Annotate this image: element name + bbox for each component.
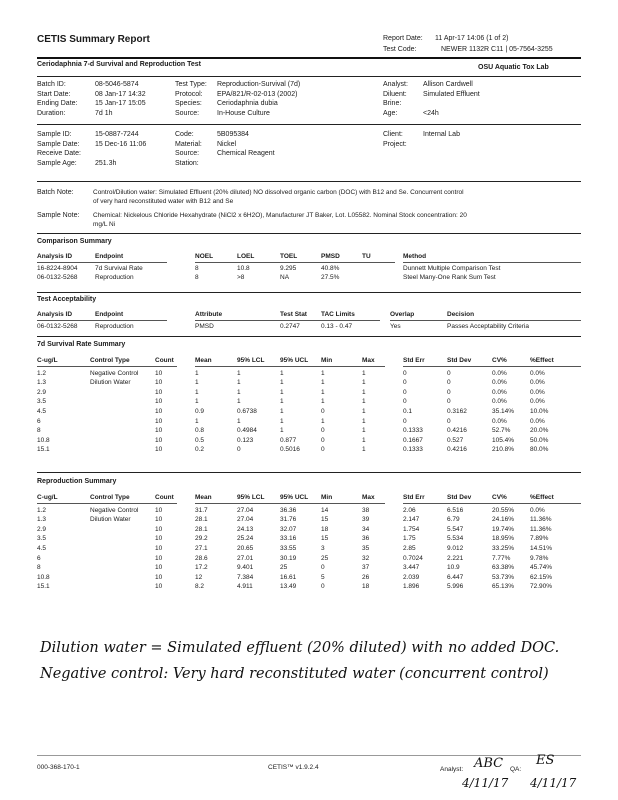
table-cell: 0.0% bbox=[530, 379, 545, 387]
survival-table bbox=[37, 357, 581, 456]
table-cell: 1.896 bbox=[403, 583, 420, 591]
table-row bbox=[37, 418, 581, 428]
table-row bbox=[37, 564, 581, 574]
table-cell: 1 bbox=[362, 369, 366, 377]
table-cell: 0 bbox=[447, 379, 451, 387]
sample-note-label: Sample Note: bbox=[37, 212, 80, 219]
table-cell: 38 bbox=[362, 506, 370, 514]
table-cell: 1.2 bbox=[37, 506, 47, 514]
table-cell: 0 bbox=[447, 417, 451, 425]
comparison-title: Comparison Summary bbox=[37, 238, 112, 245]
table-row: 06-0132-5268 Reproduction PMSD 0.2747 0.13 - 0.47 Yes Passes Acceptability Criteria bbox=[37, 322, 530, 330]
table-cell: 35.14% bbox=[492, 407, 515, 415]
table-cell: 2.147 bbox=[403, 516, 420, 524]
table-cell: 6.79 bbox=[447, 516, 460, 524]
table-cell: 29.2 bbox=[195, 535, 208, 543]
table-cell: 6 bbox=[37, 417, 41, 425]
acceptability-rule bbox=[37, 336, 581, 337]
survival-rule bbox=[37, 472, 581, 473]
table-cell: 1 bbox=[237, 369, 241, 377]
table-cell: 0.0% bbox=[530, 398, 545, 406]
table-cell: 0.8 bbox=[195, 427, 205, 435]
table-cell: 8.2 bbox=[195, 583, 205, 591]
table-cell: 28.1 bbox=[195, 525, 208, 533]
table-cell: 0.9 bbox=[195, 407, 205, 415]
table-cell: 26 bbox=[362, 573, 370, 581]
table-cell: 25 bbox=[321, 554, 329, 562]
table-cell: 52.7% bbox=[492, 427, 511, 435]
table-cell: 10 bbox=[155, 573, 163, 581]
table-cell: 2.9 bbox=[37, 388, 47, 396]
table-cell: 1 bbox=[280, 379, 284, 387]
table-cell: 1.3 bbox=[37, 516, 47, 524]
table-cell: 3 bbox=[321, 544, 325, 552]
table-row bbox=[37, 583, 581, 593]
sample-row: Sample Date: 15 Dec-16 11:06 Material: Nickel Project: bbox=[37, 140, 407, 148]
report-title: CETIS Summary Report bbox=[37, 34, 150, 45]
table-cell: 11.36% bbox=[530, 516, 552, 524]
table-cell: 1 bbox=[321, 379, 325, 387]
table-cell: 1 bbox=[237, 388, 241, 396]
table-cell: 33.16 bbox=[280, 535, 297, 543]
table-cell: 6.516 bbox=[447, 506, 464, 514]
table-cell: 10 bbox=[155, 427, 163, 435]
batch-note-line1: Control/Dilution water: Simulated Effluent (20% diluted) NO dissolved organic carbon (DOC) with B12 and Se. Concurrent control bbox=[93, 189, 464, 196]
table-cell: 2.9 bbox=[37, 525, 47, 533]
table-cell: 25 bbox=[280, 564, 288, 572]
table-cell: 1 bbox=[362, 398, 366, 406]
table-cell: 0.7024 bbox=[403, 554, 423, 562]
table-cell: 0.3162 bbox=[447, 407, 467, 415]
table-cell: 14 bbox=[321, 506, 329, 514]
table-cell: 3.447 bbox=[403, 564, 420, 572]
test-code-label: Test Code: bbox=[383, 46, 417, 53]
table-cell: 4.911 bbox=[237, 583, 253, 591]
analyst-initials: ABC bbox=[474, 756, 504, 771]
table-row bbox=[37, 370, 581, 380]
table-cell: 1 bbox=[280, 388, 284, 396]
table-cell: 1.3 bbox=[37, 379, 47, 387]
table-cell: Dilution Water bbox=[90, 379, 131, 387]
acceptability-table bbox=[37, 311, 581, 332]
table-cell: 16.61 bbox=[280, 573, 297, 581]
table-cell: 0 bbox=[403, 379, 407, 387]
footer-software: CETIS™ v1.9.2.4 bbox=[268, 764, 319, 771]
batch-rule bbox=[37, 124, 581, 125]
table-row bbox=[37, 526, 581, 536]
sample-row: Sample ID: 15-0887-7244 Code: 5B095384 Client: Internal Lab bbox=[37, 131, 460, 138]
table-cell: Negative Control bbox=[90, 369, 139, 377]
table-cell: 10.8 bbox=[37, 436, 50, 444]
table-cell: 1 bbox=[237, 379, 241, 387]
table-cell: 10 bbox=[155, 369, 163, 377]
table-cell: 1 bbox=[362, 417, 366, 425]
table-cell: 3.5 bbox=[37, 535, 47, 543]
table-cell: 1 bbox=[280, 427, 284, 435]
table-cell: 18 bbox=[362, 583, 370, 591]
table-cell: 10 bbox=[155, 525, 163, 533]
sample-block bbox=[37, 131, 581, 169]
table-cell: 1.2 bbox=[37, 369, 47, 377]
table-cell: 0.0% bbox=[530, 506, 545, 514]
table-cell: 10 bbox=[155, 506, 163, 514]
table-cell: 0.0% bbox=[492, 417, 507, 425]
table-cell: 0.0% bbox=[492, 369, 507, 377]
table-cell: 0.1333 bbox=[403, 427, 423, 435]
table-cell: 1 bbox=[321, 398, 325, 406]
table-cell: 10 bbox=[155, 446, 163, 454]
table-cell: 17.2 bbox=[195, 564, 208, 572]
table-cell: 1 bbox=[280, 407, 284, 415]
table-row bbox=[37, 408, 581, 418]
table-cell: 3.5 bbox=[37, 398, 47, 406]
table-cell: 1 bbox=[237, 398, 241, 406]
table-row bbox=[37, 574, 581, 584]
table-cell: 2.039 bbox=[403, 573, 420, 581]
table-cell: 1 bbox=[321, 417, 325, 425]
table-cell: 7.384 bbox=[237, 573, 254, 581]
table-cell: 1 bbox=[362, 407, 366, 415]
table-cell: 27.1 bbox=[195, 544, 208, 552]
table-cell: 19.74% bbox=[492, 525, 515, 533]
table-row bbox=[37, 437, 581, 447]
table-cell: 10 bbox=[155, 544, 163, 552]
sample-row: Sample Age: 251.3h Station: bbox=[37, 159, 199, 167]
table-cell: 15.1 bbox=[37, 583, 50, 591]
table-cell: 1 bbox=[280, 417, 284, 425]
table-cell: 105.4% bbox=[492, 436, 515, 444]
table-cell: 10 bbox=[155, 535, 163, 543]
footer-doc-id: 000-368-170-1 bbox=[37, 764, 80, 771]
table-cell: 1 bbox=[362, 379, 366, 387]
table-cell: 34 bbox=[362, 525, 370, 533]
test-code-value: NEWER 1132R C11 | 05-7564-3255 bbox=[441, 46, 553, 53]
table-cell: 1 bbox=[362, 427, 366, 435]
table-cell: 5.547 bbox=[447, 525, 464, 533]
table-cell: 1 bbox=[280, 369, 284, 377]
table-cell: 10 bbox=[155, 516, 163, 524]
table-cell: 2.221 bbox=[447, 554, 464, 562]
table-cell: 15 bbox=[321, 516, 329, 524]
table-cell: 15 bbox=[321, 535, 329, 543]
table-cell: 0 bbox=[403, 417, 407, 425]
table-cell: 0 bbox=[321, 446, 325, 454]
table-cell: 62.15% bbox=[530, 573, 553, 581]
table-cell: 53.73% bbox=[492, 573, 515, 581]
batch-row: Batch ID: 08-5046-5874 Test Type: Reproduction-Survival (7d) Analyst: Allison Cardwell bbox=[37, 81, 473, 88]
table-cell: 18 bbox=[321, 525, 329, 533]
sample-note-line2: mg/L Ni bbox=[93, 221, 116, 228]
table-cell: 36.36 bbox=[280, 506, 297, 514]
qa-initials: ES bbox=[536, 753, 555, 768]
table-cell: 27.01 bbox=[237, 554, 254, 562]
table-cell: 10 bbox=[155, 417, 163, 425]
table-cell: 0 bbox=[447, 369, 451, 377]
table-cell: 63.38% bbox=[492, 564, 515, 572]
table-cell: 1 bbox=[362, 436, 366, 444]
table-cell: 39 bbox=[362, 516, 370, 524]
table-cell: 210.8% bbox=[492, 446, 515, 454]
table-row: 06-0132-5268 Reproduction 8 >8 NA 27.5% Steel Many-One Rank Sum Test bbox=[37, 274, 496, 282]
table-row bbox=[37, 427, 581, 437]
table-cell: 0 bbox=[403, 388, 407, 396]
table-cell: 14.51% bbox=[530, 544, 553, 552]
subtitle-rule bbox=[37, 76, 581, 77]
table-cell: 4.5 bbox=[37, 407, 47, 415]
table-cell: 0.0% bbox=[530, 417, 545, 425]
comparison-table bbox=[37, 253, 581, 284]
reproduction-table bbox=[37, 494, 581, 593]
reproduction-body bbox=[37, 507, 581, 593]
table-cell: 10 bbox=[155, 379, 163, 387]
handwritten-note-dilution: Dilution water = Simulated effluent (20% diluted) with no added DOC. bbox=[40, 640, 560, 656]
test-subtitle: Ceriodaphnia 7-d Survival and Reproduction Test bbox=[37, 61, 202, 68]
table-cell: 13.49 bbox=[280, 583, 297, 591]
table-cell: 10.0% bbox=[530, 407, 549, 415]
table-row bbox=[37, 507, 581, 517]
table-cell: 80.0% bbox=[530, 446, 549, 454]
table-cell: 1 bbox=[237, 417, 241, 425]
table-cell: 31.7 bbox=[195, 506, 208, 514]
table-cell: 0 bbox=[321, 407, 325, 415]
sample-rule bbox=[37, 181, 581, 182]
table-cell: 30.19 bbox=[280, 554, 297, 562]
reproduction-title: Reproduction Summary bbox=[37, 478, 117, 485]
table-header-row: Analysis ID Endpoint Attribute Test Stat TAC Limits Overlap Decision bbox=[37, 311, 475, 318]
table-cell: 0 bbox=[447, 398, 451, 406]
table-cell: 1 bbox=[195, 417, 199, 425]
table-cell: 1.75 bbox=[403, 535, 416, 543]
table-cell: 0.4216 bbox=[447, 446, 467, 454]
table-row bbox=[37, 545, 581, 555]
table-cell: 2.06 bbox=[403, 506, 416, 514]
report-date-value: 11 Apr-17 14:06 (1 of 2) bbox=[435, 35, 509, 42]
table-cell: 25.24 bbox=[237, 535, 254, 543]
table-cell: 0.0% bbox=[530, 369, 545, 377]
table-cell: 0.5016 bbox=[280, 446, 300, 454]
table-cell: 0 bbox=[321, 436, 325, 444]
table-cell: 27.04 bbox=[237, 516, 254, 524]
table-cell: 18.95% bbox=[492, 535, 515, 543]
table-cell: 0.527 bbox=[447, 436, 464, 444]
table-cell: 5.996 bbox=[447, 583, 464, 591]
table-cell: 28.6 bbox=[195, 554, 208, 562]
table-cell: 0.0% bbox=[492, 388, 507, 396]
qa-date: 4/11/17 bbox=[530, 776, 577, 790]
handwritten-note-control: Negative control: Very hard reconstituted water (concurrent control) bbox=[40, 666, 549, 682]
survival-title: 7d Survival Rate Summary bbox=[37, 341, 126, 348]
survival-body bbox=[37, 370, 581, 456]
table-cell: 37 bbox=[362, 564, 370, 572]
table-cell: 20.55% bbox=[492, 506, 515, 514]
table-cell: 10 bbox=[155, 388, 163, 396]
table-cell: 7.77% bbox=[492, 554, 511, 562]
table-cell: 10 bbox=[155, 564, 163, 572]
table-cell: 9.012 bbox=[447, 544, 464, 552]
qa-label: QA: bbox=[510, 766, 522, 773]
table-cell: 36 bbox=[362, 535, 370, 543]
table-cell: 10 bbox=[155, 583, 163, 591]
table-cell: 0 bbox=[447, 388, 451, 396]
table-cell: 1 bbox=[195, 388, 199, 396]
table-row bbox=[37, 398, 581, 408]
table-cell: Dilution Water bbox=[90, 516, 131, 524]
table-header-row: C-ug/L Control Type Count Mean 95% LCL 95% UCL Min Max Std Err Std Dev CV% %Effect bbox=[37, 357, 554, 364]
table-cell: 0.5 bbox=[195, 436, 205, 444]
table-cell: 0.4216 bbox=[447, 427, 467, 435]
header-rule bbox=[37, 57, 581, 59]
table-cell: 35 bbox=[362, 544, 370, 552]
table-row: 16-8224-8904 7d Survival Rate 8 10.8 9.295 40.8% Dunnett Multiple Comparison Test bbox=[37, 264, 501, 272]
batch-row: Duration: 7d 1h Source: In-House Culture Age: <24h bbox=[37, 109, 439, 117]
table-cell: 10 bbox=[155, 407, 163, 415]
table-cell: 28.1 bbox=[195, 516, 208, 524]
batch-block bbox=[37, 81, 581, 119]
table-cell: 5.534 bbox=[447, 535, 464, 543]
table-cell: 9.401 bbox=[237, 564, 254, 572]
table-cell: 10.9 bbox=[447, 564, 460, 572]
table-cell: 31.76 bbox=[280, 516, 297, 524]
batch-row: Ending Date: 15 Jan-17 15:05 Species: Ceriodaphnia dubia Brine: bbox=[37, 100, 402, 108]
table-cell: 0 bbox=[321, 583, 325, 591]
table-cell: 0.0% bbox=[530, 388, 545, 396]
table-cell: 20.0% bbox=[530, 427, 549, 435]
table-cell: 0.1667 bbox=[403, 436, 423, 444]
table-cell: 1 bbox=[362, 446, 366, 454]
table-cell: 8 bbox=[37, 427, 41, 435]
batch-note-label: Batch Note: bbox=[37, 189, 74, 196]
table-cell: 0 bbox=[403, 369, 407, 377]
table-cell: 24.13 bbox=[237, 525, 254, 533]
report-date-label: Report Date: bbox=[383, 35, 423, 42]
table-cell: 2.85 bbox=[403, 544, 416, 552]
table-cell: 7.89% bbox=[530, 535, 549, 543]
table-cell: 32.07 bbox=[280, 525, 297, 533]
table-cell: 8 bbox=[37, 564, 41, 572]
table-cell: 12 bbox=[195, 573, 203, 581]
table-row bbox=[37, 446, 581, 456]
table-cell: 9.78% bbox=[530, 554, 549, 562]
table-cell: 0.123 bbox=[237, 436, 254, 444]
table-cell: 0 bbox=[237, 446, 241, 454]
sample-row: Receive Date: Source: Chemical Reagent bbox=[37, 150, 275, 158]
table-cell: 32 bbox=[362, 554, 370, 562]
table-cell: 1 bbox=[195, 379, 199, 387]
table-cell: 0 bbox=[403, 398, 407, 406]
table-cell: 10 bbox=[155, 554, 163, 562]
table-row bbox=[37, 555, 581, 565]
table-row bbox=[37, 389, 581, 399]
analyst-date: 4/11/17 bbox=[462, 776, 509, 790]
batch-row: Start Date: 08 Jan-17 14:32 Protocol: EPA/821/R-02-013 (2002) Diluent: Simulated Effluent bbox=[37, 90, 480, 98]
table-cell: 45.74% bbox=[530, 564, 553, 572]
table-cell: 1 bbox=[195, 369, 199, 377]
table-cell: 27.04 bbox=[237, 506, 254, 514]
table-cell: 10.8 bbox=[37, 573, 50, 581]
table-cell: 0.1333 bbox=[403, 446, 423, 454]
table-cell: Negative Control bbox=[90, 506, 139, 514]
table-cell: 1 bbox=[280, 398, 284, 406]
table-row bbox=[37, 516, 581, 526]
table-cell: 0 bbox=[321, 564, 325, 572]
table-cell: 1 bbox=[362, 388, 366, 396]
table-cell: 0.4984 bbox=[237, 427, 257, 435]
table-cell: 5 bbox=[321, 573, 325, 581]
table-cell: 1 bbox=[321, 388, 325, 396]
table-cell: 0.877 bbox=[280, 436, 297, 444]
table-cell: 4.5 bbox=[37, 544, 47, 552]
table-header-row: C-ug/L Control Type Count Mean 95% LCL 95% UCL Min Max Std Err Std Dev CV% %Effect bbox=[37, 494, 554, 501]
table-cell: 1.754 bbox=[403, 525, 420, 533]
table-cell: 0.0% bbox=[492, 379, 507, 387]
table-cell: 10 bbox=[155, 436, 163, 444]
table-cell: 6.447 bbox=[447, 573, 464, 581]
comparison-rule bbox=[37, 292, 581, 293]
table-cell: 10 bbox=[155, 398, 163, 406]
acceptability-title: Test Acceptability bbox=[37, 296, 97, 303]
table-cell: 1 bbox=[321, 369, 325, 377]
table-cell: 6 bbox=[37, 554, 41, 562]
table-cell: 1 bbox=[195, 398, 199, 406]
table-cell: 33.55 bbox=[280, 544, 297, 552]
sample-note-line1: Chemical: Nickelous Chloride Hexahydrate (NiCl2 x 6H2O), Manufacturer JT Baker, Lot. L05582. Nominal Stock concentration: 20 bbox=[93, 212, 467, 219]
lab-name: OSU Aquatic Tox Lab bbox=[478, 64, 549, 71]
table-cell: 11.36% bbox=[530, 525, 552, 533]
table-cell: 15.1 bbox=[37, 446, 50, 454]
table-row bbox=[37, 535, 581, 545]
table-row bbox=[37, 379, 581, 389]
table-cell: 50.0% bbox=[530, 436, 549, 444]
notes-rule bbox=[37, 233, 581, 234]
batch-note-line2: of very hard reconstituted water with B12 and Se bbox=[93, 198, 234, 205]
table-cell: 72.90% bbox=[530, 583, 553, 591]
table-cell: 0 bbox=[321, 427, 325, 435]
table-cell: 33.25% bbox=[492, 544, 515, 552]
table-cell: 65.13% bbox=[492, 583, 515, 591]
table-cell: 20.65 bbox=[237, 544, 254, 552]
table-cell: 0.2 bbox=[195, 446, 205, 454]
table-cell: 24.16% bbox=[492, 516, 515, 524]
table-cell: 0.1 bbox=[403, 407, 413, 415]
table-header-row: Analysis ID Endpoint NOEL LOEL TOEL PMSD TU Method bbox=[37, 253, 427, 260]
table-cell: 0.0% bbox=[492, 398, 507, 406]
table-cell: 0.6738 bbox=[237, 407, 257, 415]
analyst-label: Analyst: bbox=[440, 766, 464, 773]
